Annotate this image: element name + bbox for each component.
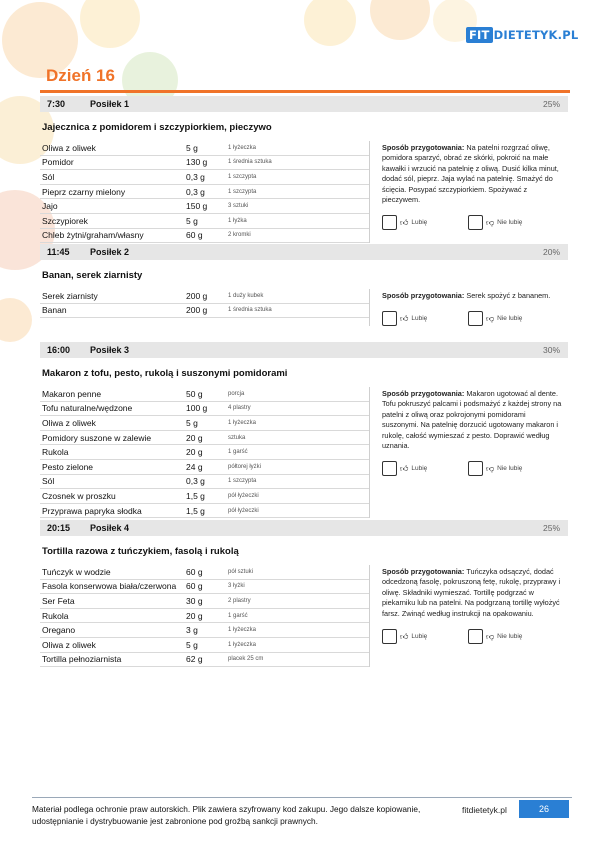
ingredient-name: Pieprz czarny mielony	[42, 186, 126, 197]
logo-fit: FIT	[466, 27, 493, 43]
ingredient-quantity: 20 g	[186, 432, 203, 443]
like-label: Lubię	[411, 315, 428, 323]
ingredient-name: Czosnek w proszku	[42, 490, 116, 501]
ingredient-name: Oliwa z oliwek	[42, 417, 96, 428]
meal-section	[40, 244, 568, 326]
ingredient-row	[40, 580, 369, 595]
ingredient-name: Jajo	[42, 201, 58, 212]
ingredient-row	[40, 594, 369, 609]
ingredient-unit: pół sztuki	[228, 568, 254, 575]
meal-body	[40, 565, 568, 667]
dish-title: Makaron z tofu, pesto, rukolą i suszonymi pomidorami	[42, 368, 288, 379]
ingredient-unit: pół łyżeczki	[228, 492, 259, 499]
dislike-option[interactable]	[468, 629, 554, 644]
ingredient-row	[40, 653, 369, 668]
meal-header	[40, 96, 568, 112]
thumbs-down-icon: 👎︎	[486, 631, 495, 641]
dish-title: Tortilla razowa z tuńczykiem, fasolą i rukolą	[42, 546, 239, 557]
meal-body	[40, 141, 568, 243]
preparation-text	[382, 567, 564, 619]
ingredient-unit: 1 szczypta	[228, 173, 257, 180]
ingredient-quantity: 1,5 g	[186, 505, 205, 516]
meal-percent: 20%	[542, 247, 560, 257]
ingredient-quantity: 24 g	[186, 461, 203, 472]
vote-row	[382, 311, 564, 326]
preparation-text	[382, 143, 564, 205]
ingredient-row	[40, 304, 369, 319]
day-title-rule	[40, 90, 570, 93]
dislike-option[interactable]	[468, 215, 554, 230]
ingredient-name: Oliwa z oliwek	[42, 639, 96, 650]
ingredient-name: Szczypiorek	[42, 215, 88, 226]
preparation-label: Sposób przygotowania:	[382, 143, 467, 152]
ingredient-row	[40, 460, 369, 475]
ingredient-row	[40, 609, 369, 624]
ingredient-quantity: 130 g	[186, 157, 208, 168]
ingredient-quantity: 5 g	[186, 142, 198, 153]
vote-row	[382, 215, 564, 230]
dislike-checkbox[interactable]	[468, 461, 483, 476]
footer-rule	[32, 797, 572, 798]
ingredient-name: Rukola	[42, 447, 69, 458]
meal-percent: 30%	[542, 345, 560, 355]
dislike-label: Nie lubię	[497, 465, 523, 473]
like-option[interactable]	[382, 215, 468, 230]
ingredient-quantity: 5 g	[186, 417, 198, 428]
ingredient-quantity: 0,3 g	[186, 171, 205, 182]
ingredient-quantity: 200 g	[186, 305, 208, 316]
ingredient-name: Ser Feta	[42, 595, 75, 606]
preparation-section	[370, 289, 568, 326]
ingredient-row	[40, 289, 369, 304]
meal-percent: 25%	[542, 523, 560, 533]
copyright-notice: Materiał podlega ochronie praw autorskich. Plik zawiera szyfrowany kod zakupu. Jego dalsze kopiowanie, udostępnianie i dystrybuowanie jest zabronione pod groźbą sankcji prawnych.	[32, 804, 421, 826]
ingredient-unit: 1 garść	[228, 449, 248, 456]
dislike-label: Nie lubię	[497, 633, 523, 641]
like-checkbox[interactable]	[382, 461, 397, 476]
like-option[interactable]	[382, 311, 468, 326]
preparation-text	[382, 389, 564, 451]
ingredient-name: Oliwa z oliwek	[42, 142, 96, 153]
ingredients-table	[40, 387, 370, 518]
ingredient-row	[40, 565, 369, 580]
ingredient-row	[40, 199, 369, 214]
ingredient-row	[40, 229, 369, 244]
ingredient-unit: 1 średnia sztuka	[228, 159, 272, 166]
ingredient-row	[40, 638, 369, 653]
dislike-label: Nie lubię	[497, 315, 523, 323]
ingredient-quantity: 5 g	[186, 215, 198, 226]
ingredient-name: Rukola	[42, 610, 69, 621]
preparation-label: Sposób przygotowania:	[382, 389, 467, 398]
ingredient-quantity: 60 g	[186, 581, 203, 592]
ingredient-name: Makaron penne	[42, 388, 102, 399]
ingredient-row	[40, 185, 369, 200]
meal-section	[40, 520, 568, 667]
ingredient-name: Serek ziarnisty	[42, 290, 98, 301]
thumbs-up-icon: 👍︎	[400, 313, 409, 323]
thumbs-down-icon: 👎︎	[486, 463, 495, 473]
dish-title: Jajecznica z pomidorem i szczypiorkiem, pieczywo	[42, 122, 272, 133]
dislike-option[interactable]	[468, 461, 554, 476]
thumbs-down-icon: 👎︎	[486, 313, 495, 323]
ingredient-unit: pół łyżeczki	[228, 507, 259, 514]
ingredient-unit: 1 łyżka	[228, 217, 247, 224]
ingredient-quantity: 62 g	[186, 654, 203, 665]
ingredient-row	[40, 387, 369, 402]
dislike-option[interactable]	[468, 311, 554, 326]
ingredient-quantity: 1,5 g	[186, 490, 205, 501]
ingredient-quantity: 60 g	[186, 230, 203, 241]
logo-rest: DIETETYK.PL	[493, 28, 579, 42]
preparation-instructions: Na patelni rozgrzać oliwę, pomidora sparzyć, obrać ze skórki, pokroić na małe kawałki i wrzucić na patelnię z oliwą. Dusić kilka minut, dodać sól, pieprz. Jaja wylać na patelnię. Smażyć do ścięcia. Posypać szczypiorkiem. Spożywać z pieczywem.	[382, 143, 559, 205]
ingredient-unit: 1 średnia sztuka	[228, 307, 272, 314]
meal-section	[40, 342, 568, 518]
ingredient-name: Tortilla pełnoziarnista	[42, 654, 122, 665]
ingredient-unit: placek 25 cm	[228, 656, 264, 663]
like-label: Lubię	[411, 633, 428, 641]
meal-name: Posiłek 1	[90, 99, 130, 109]
ingredients-table	[40, 141, 370, 243]
footer-site: fitdietetyk.pl	[462, 805, 507, 815]
ingredient-quantity: 20 g	[186, 447, 203, 458]
meal-body	[40, 387, 568, 518]
preparation-label: Sposób przygotowania:	[382, 291, 467, 300]
meal-header	[40, 244, 568, 260]
ingredient-unit: 1 łyżeczka	[228, 627, 257, 634]
ingredient-unit: 1 garść	[228, 612, 248, 619]
dislike-checkbox[interactable]	[468, 311, 483, 326]
meal-time: 7:30	[47, 99, 66, 109]
thumbs-down-icon: 👎︎	[486, 217, 495, 227]
ingredient-unit: 1 szczypta	[228, 188, 257, 195]
like-checkbox[interactable]	[382, 311, 397, 326]
ingredient-quantity: 0,3 g	[186, 476, 205, 487]
like-option[interactable]	[382, 461, 468, 476]
preparation-instructions: Tuńczyka odsączyć, dodać odcedzoną fasolę, pokruszoną fetę, rukolę, przyprawy i oliwę. Składniki wymieszać. Tortillę podgrzać w piekarniku lub na patelni. Na podgrzaną tortillę wyłożyć farsz. Zwinąć według instrukcji na opakowaniu.	[382, 567, 561, 618]
ingredient-quantity: 30 g	[186, 595, 203, 606]
ingredient-quantity: 0,3 g	[186, 186, 205, 197]
dish-title: Banan, serek ziarnisty	[42, 270, 143, 281]
meal-time: 11:45	[47, 247, 70, 257]
preparation-instructions: Serek spożyć z bananem.	[466, 291, 551, 300]
ingredient-unit: 3 sztuki	[228, 203, 249, 210]
ingredient-unit: 4 plastry	[228, 405, 251, 412]
meal-section	[40, 96, 568, 243]
ingredient-quantity: 5 g	[186, 639, 198, 650]
day-title: Dzień 16	[46, 66, 115, 85]
ingredient-row	[40, 170, 369, 185]
ingredient-quantity: 150 g	[186, 201, 208, 212]
ingredient-unit: półtorej łyżki	[228, 463, 262, 470]
ingredient-row	[40, 475, 369, 490]
brand-logo	[466, 24, 578, 46]
vote-row	[382, 629, 564, 644]
meal-time: 20:15	[47, 523, 71, 533]
ingredient-quantity: 20 g	[186, 610, 203, 621]
ingredient-name: Pesto zielone	[42, 461, 94, 472]
like-option[interactable]	[382, 629, 468, 644]
like-checkbox[interactable]	[382, 215, 397, 230]
meal-header	[40, 520, 568, 536]
ingredient-row	[40, 156, 369, 171]
ingredient-unit: sztuka	[228, 434, 246, 441]
preparation-section	[370, 141, 568, 243]
vote-row	[382, 461, 564, 476]
dislike-checkbox[interactable]	[468, 215, 483, 230]
dislike-label: Nie lubię	[497, 219, 523, 227]
ingredient-row	[40, 504, 369, 519]
dislike-checkbox[interactable]	[468, 629, 483, 644]
ingredient-unit: 1 duży kubek	[228, 292, 264, 299]
ingredient-row	[40, 445, 369, 460]
ingredient-name: Oregano	[42, 625, 76, 636]
page-number: 26	[519, 800, 569, 818]
ingredient-name: Przyprawa papryka słodka	[42, 505, 142, 516]
ingredient-name: Fasola konserwowa biała/czerwona	[42, 581, 177, 592]
preparation-section	[370, 387, 568, 518]
ingredient-quantity: 50 g	[186, 388, 203, 399]
meal-body	[40, 289, 568, 326]
ingredient-row	[40, 623, 369, 638]
ingredient-name: Sól	[42, 476, 55, 487]
ingredient-row	[40, 416, 369, 431]
like-checkbox[interactable]	[382, 629, 397, 644]
preparation-instructions: Makaron ugotować al dente. Tofu pokruszyć palcami i podsmażyć z każdej strony na patelni z oliwą oraz pokrojonymi pomidorami suszonymi. Na patelnię dorzucić ugotowany makaron i rukolę, całość wymieszać z pesto. Doprawić według uznania.	[382, 389, 562, 451]
preparation-text	[382, 291, 564, 301]
ingredient-name: Banan	[42, 305, 67, 316]
ingredient-quantity: 3 g	[186, 625, 198, 636]
ingredient-name: Tuńczyk w wodzie	[42, 566, 111, 577]
meal-name: Posiłek 4	[90, 523, 130, 533]
ingredient-unit: 1 szczypta	[228, 478, 257, 485]
meal-header	[40, 342, 568, 358]
ingredient-name: Sól	[42, 171, 55, 182]
ingredient-unit: 1 łyżeczka	[228, 641, 257, 648]
thumbs-up-icon: 👍︎	[400, 217, 409, 227]
ingredients-table	[40, 565, 370, 667]
ingredient-row	[40, 431, 369, 446]
thumbs-up-icon: 👍︎	[400, 463, 409, 473]
ingredient-quantity: 200 g	[186, 290, 208, 301]
ingredient-quantity: 100 g	[186, 403, 208, 414]
meal-name: Posiłek 2	[90, 247, 130, 257]
ingredient-name: Pomidory suszone w zalewie	[42, 432, 152, 443]
ingredient-row	[40, 214, 369, 229]
like-label: Lubię	[411, 219, 428, 227]
thumbs-up-icon: 👍︎	[400, 631, 409, 641]
ingredient-unit: porcja	[228, 390, 245, 397]
ingredient-name: Pomidor	[42, 157, 74, 168]
meal-time: 16:00	[47, 345, 71, 355]
preparation-label: Sposób przygotowania:	[382, 567, 467, 576]
ingredient-unit: 2 plastry	[228, 597, 251, 604]
ingredient-unit: 1 łyżeczka	[228, 419, 257, 426]
ingredient-unit: 3 łyżki	[228, 583, 245, 590]
ingredient-quantity: 60 g	[186, 566, 203, 577]
preparation-section	[370, 565, 568, 667]
ingredient-row	[40, 489, 369, 504]
meal-percent: 25%	[542, 99, 560, 109]
like-label: Lubię	[411, 465, 428, 473]
meal-name: Posiłek 3	[90, 345, 130, 355]
ingredient-row	[40, 141, 369, 156]
ingredient-unit: 2 kromki	[228, 232, 251, 239]
ingredient-unit: 1 łyżeczka	[228, 144, 257, 151]
ingredient-row	[40, 402, 369, 417]
ingredient-name: Tofu naturalne/wędzone	[42, 403, 133, 414]
ingredients-table	[40, 289, 370, 326]
ingredient-name: Chleb żytni/graham/własny	[42, 230, 144, 241]
